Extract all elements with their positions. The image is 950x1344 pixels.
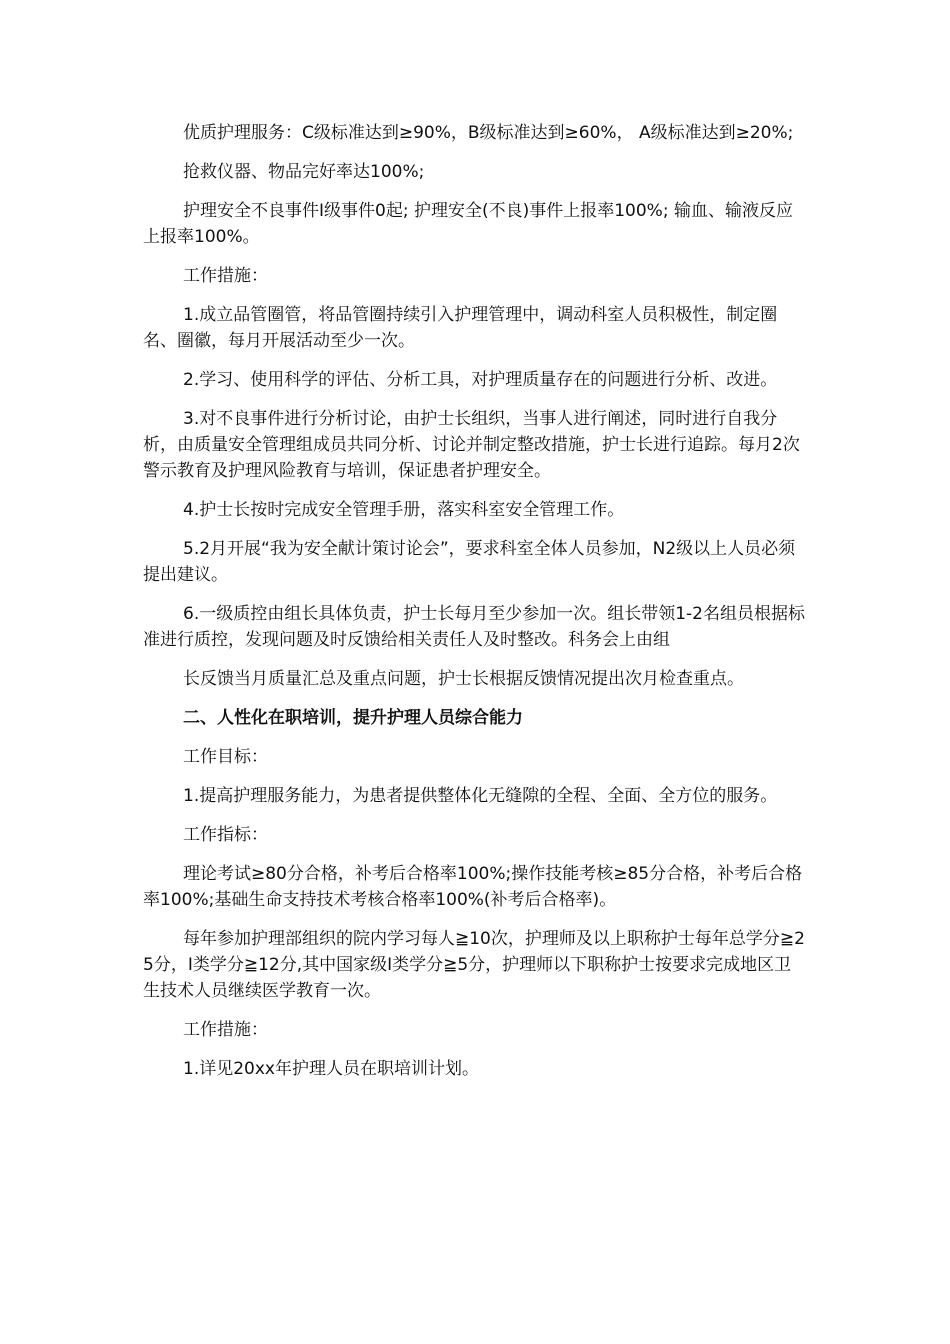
exam-indicator: 理论考试≥80分合格，补考后合格率100%;操作技能考核≥85分合格，补考后合格率100%;基础生命支持技术考核合格率100%(补考后合格率)。 xyxy=(143,864,803,910)
credit-indicator: 每年参加护理部组织的院内学习每人≧10次，护理师及以上职称护士每年总学分≧25分，Ⅰ类学分≧12分,其中国家级Ⅰ类学分≧5分，护理师以下职称护士按要求完成地区卫生技术人员继续医学教育一次。 xyxy=(143,929,805,1001)
work-indicator-heading: 工作指标： xyxy=(183,825,268,845)
quality-nursing-target: 优质护理服务：C级标准达到≥90%，B级标准达到≥60%， A级标准达到≥20%; xyxy=(183,123,794,143)
work-measures-heading: 工作措施： xyxy=(183,266,268,286)
document-body xyxy=(143,120,805,1095)
measure-item-2: 2.学习、使用科学的评估、分析工具，对护理质量存在的问题进行分析、改进。 xyxy=(183,370,778,390)
measure-item-6-continued: 长反馈当月质量汇总及重点问题，护士长根据反馈情况提出次月检查重点。 xyxy=(183,669,744,689)
measure-item-5: 5.2月开展“我为安全献计策讨论会”，要求科室全体人员参加，N2级以上人员必须提出建议。 xyxy=(143,539,796,585)
measure-item-6: 6.一级质控由组长具体负责，护士长每月至少参加一次。组长带领1-2名组员根据标准进行质控，发现问题及时反馈给相关责任人及时整改。科务会上由组 xyxy=(143,604,805,650)
equipment-target: 抢救仪器、物品完好率达100%; xyxy=(183,162,425,182)
measure-item-4: 4.护士长按时完成安全管理手册，落实科室安全管理工作。 xyxy=(183,500,625,520)
goal-item-1: 1.提高护理服务能力，为患者提供整体化无缝隙的全程、全面、全方位的服务。 xyxy=(183,786,778,806)
work-goal-heading: 工作目标： xyxy=(183,747,268,767)
measure-item-3: 3.对不良事件进行分析讨论，由护士长组织，当事人进行阐述，同时进行自我分析，由质量安全管理组成员共同分析、讨论并制定整改措施，护士长进行追踪。每月2次警示教育及护理风险教育与培训，保证患者护理安全。 xyxy=(143,409,800,481)
measure-item-1: 1.成立品管圈管，将品管圈持续引入护理管理中，调动科室人员积极性，制定圈名、圈徽，每月开展活动至少一次。 xyxy=(143,305,778,351)
safety-event-target: 护理安全不良事件Ⅰ级事件0起; 护理安全(不良)事件上报率100%; 输血、输液反应上报率100%。 xyxy=(143,201,793,247)
section-heading-training: 二、人性化在职培训，提升护理人员综合能力 xyxy=(183,708,523,728)
training-measure-1: 1.详见20xx年护理人员在职培训计划。 xyxy=(183,1059,479,1079)
work-measures-heading-2: 工作措施： xyxy=(183,1020,268,1040)
